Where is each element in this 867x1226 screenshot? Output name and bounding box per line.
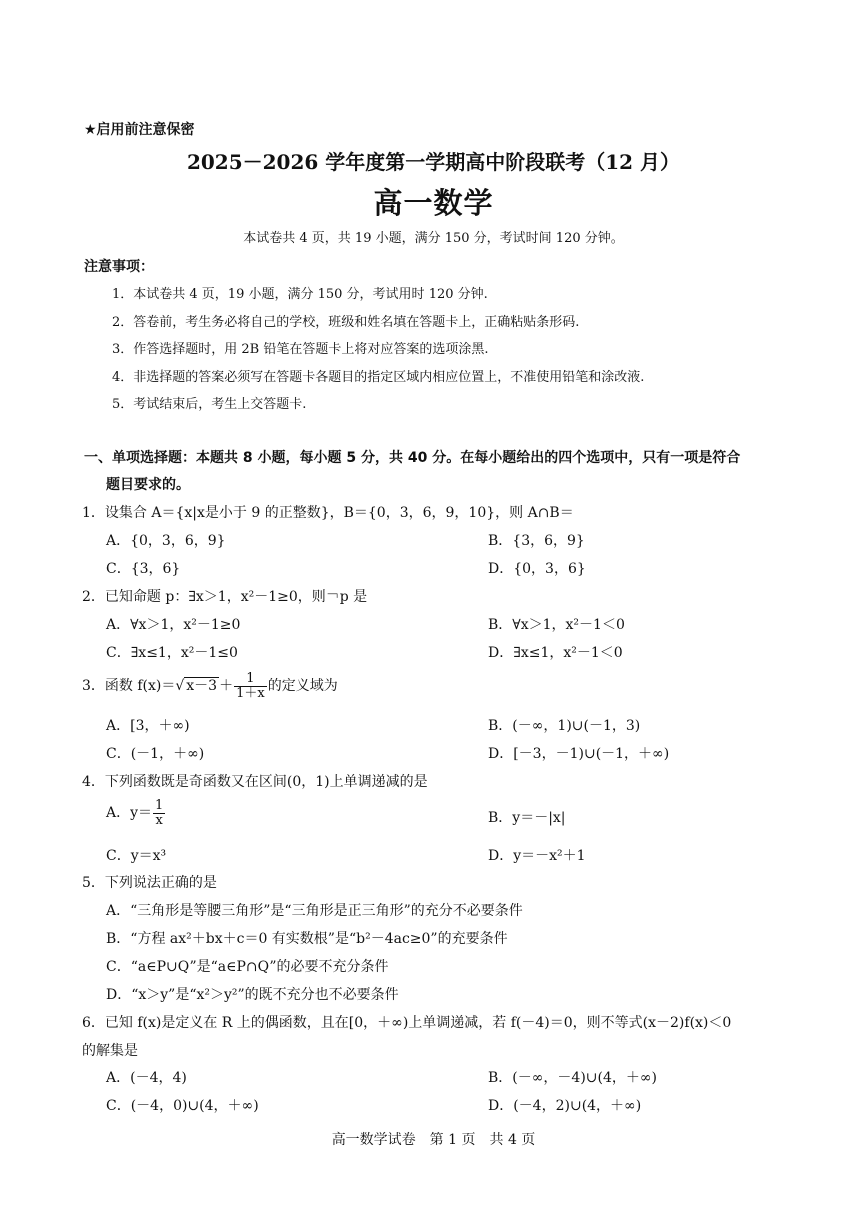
section-heading-cont: 题目要求的。 — [106, 477, 190, 493]
q1-option-a: A．{0，3，6，9} — [106, 533, 226, 549]
q3-sqrt-term: x－3 — [186, 678, 218, 695]
notice-heading: 注意事项： — [84, 259, 154, 275]
q2-option-d: D．∃x≤1，x²－1＜0 — [488, 645, 623, 661]
notice-item: 2．答卷前，考生务必将自己的学校，班级和姓名填在答题卡上，正确粘贴条形码. — [112, 315, 580, 330]
subject-title: 高一数学 — [373, 186, 494, 220]
notice-item: 1．本试卷共 4 页，19 小题，满分 150 分，考试用时 120 分钟. — [112, 287, 488, 302]
exam-title: 2025－2026 学年度第一学期高中阶段联考（12 月） — [186, 150, 681, 174]
q6-option-d: D．(－4，2)∪(4，＋∞) — [488, 1098, 642, 1114]
q3-fraction-numerator: 1 — [234, 672, 267, 687]
q5-option-a: A．“三角形是等腰三角形”是“三角形是正三角形”的充分不必要条件 — [106, 903, 523, 919]
q3-option-b: B．(－∞，1)∪(－1，3) — [488, 718, 641, 734]
q4-fraction-numerator: 1 — [155, 798, 164, 813]
q1-option-d: D．{0，3，6} — [488, 561, 586, 577]
q6-option-b: B．(－∞，－4)∪(4，＋∞) — [488, 1070, 658, 1086]
q3-option-a: A．[3，＋∞) — [106, 718, 190, 734]
q2-option-a: A．∀x＞1，x²－1≥0 — [106, 617, 241, 633]
q3-fraction-denominator: 1＋x — [236, 685, 265, 701]
q4-option-c: C．y＝x³ — [106, 848, 167, 864]
question-3-stem: 3．函数 f(x)＝√ x－3 ＋ $\frac{1}{1+x}$ 的定义域为 — [82, 671, 338, 701]
q2-option-b: B．∀x＞1，x²－1＜0 — [488, 617, 625, 633]
page-footer: 高一数学试卷 第 1 页 共 4 页 — [331, 1132, 536, 1148]
q3-plus: ＋ — [219, 678, 234, 695]
q4-option-a — [106, 799, 166, 827]
notice-item: 3．作答选择题时，用 2B 铅笔在答题卡上将对应答案的选项涂黑. — [112, 342, 489, 357]
q4-option-a-prefix: A．y＝ — [106, 805, 153, 822]
question-6-stem: 6．已知 f(x)是定义在 R 上的偶函数，且在[0，＋∞)上单调递减，若 f(－4)＝0，则不等式(x－2)f(x)＜0 — [82, 1015, 732, 1031]
question-6-stem-cont: 的解集是 — [82, 1043, 138, 1059]
q3-option-d: D．[－3，－1)∪(－1，＋∞) — [488, 746, 670, 762]
q4-option-b: B．y＝－|x| — [488, 810, 566, 826]
q3-fraction — [234, 672, 267, 700]
q4-fraction-denominator: x — [155, 812, 163, 828]
q3-option-c: C．(－1，＋∞) — [106, 746, 205, 762]
section-heading: 一、单项选择题：本题共 8 小题，每小题 5 分，共 40 分。在每小题给出的四个选项中，只有一项是符合 — [84, 450, 741, 466]
q1-option-c: C．{3，6} — [106, 561, 181, 577]
q3-stem-prefix: 3．函数 f(x)＝ — [82, 678, 176, 695]
q4-option-d: D．y＝－x²＋1 — [488, 848, 586, 864]
q5-option-d: D．“x＞y”是“x²＞y²”的既不充分也不必要条件 — [106, 987, 399, 1003]
q6-option-a: A．(－4，4) — [106, 1070, 187, 1086]
q4-option-a-fraction — [153, 799, 165, 827]
q3-stem-suffix: 的定义域为 — [267, 678, 338, 695]
notice-item: 4．非选择题的答案必须写在答题卡各题目的指定区域内相应位置上，不准使用铅笔和涂改液. — [112, 370, 645, 385]
question-1-stem: 1．设集合 A＝{x|x是小于 9 的正整数}，B＝{0，3，6，9，10}，则 A∩B＝ — [82, 505, 574, 521]
notice-item: 5．考试结束后，考生上交答题卡. — [112, 397, 307, 412]
question-4-stem: 4．下列函数既是奇函数又在区间(0，1)上单调递减的是 — [82, 774, 428, 790]
q2-option-c: C．∃x≤1，x²－1≤0 — [106, 645, 238, 661]
q1-option-b: B．{3，6，9} — [488, 533, 585, 549]
confidential-label: ★启用前注意保密 — [84, 122, 195, 138]
question-5-stem: 5．下列说法正确的是 — [82, 875, 217, 891]
q6-option-c: C．(－4，0)∪(4，＋∞) — [106, 1098, 259, 1114]
exam-summary: 本试卷共 4 页，共 19 小题，满分 150 分，考试时间 120 分钟。 — [243, 231, 624, 246]
question-2-stem: 2．已知命题 p：∃x＞1，x²－1≥0，则￢p 是 — [82, 589, 368, 605]
q5-option-c: C．“a∈P∪Q”是“a∈P∩Q”的必要不充分条件 — [106, 959, 389, 975]
q5-option-b: B．“方程 ax²＋bx＋c＝0 有实数根”是“b²－4ac≥0”的充要条件 — [106, 931, 508, 947]
